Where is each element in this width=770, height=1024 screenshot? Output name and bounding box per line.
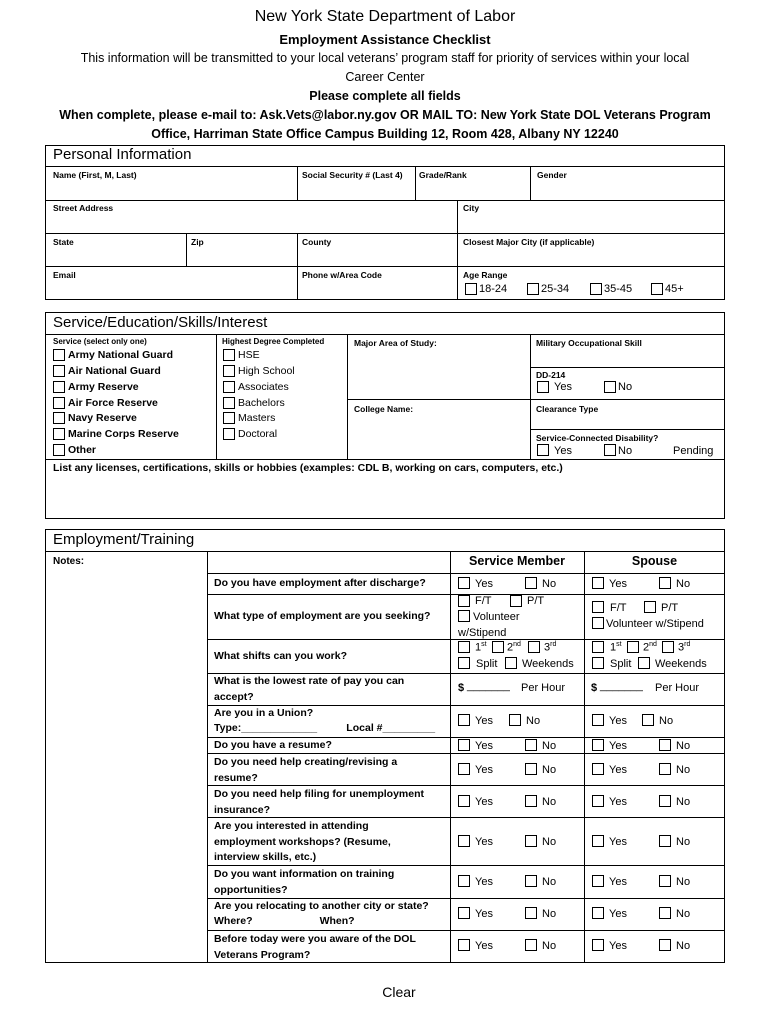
option-label: No xyxy=(542,740,557,752)
sp-checkbox-no[interactable] xyxy=(659,907,671,919)
shift-1st-label: 1st xyxy=(610,641,622,654)
degree-option: Associates xyxy=(238,381,289,393)
option-label: Yes xyxy=(609,740,627,752)
question-training-info: Do you want information on training opportunities? xyxy=(214,868,395,896)
state-field[interactable]: State xyxy=(53,237,74,247)
age-35-45-checkbox[interactable] xyxy=(590,283,602,295)
option-label: Volunteer w/Stipend xyxy=(606,618,704,630)
sp-shift-3-checkbox[interactable] xyxy=(662,641,674,653)
sp-shift-1-checkbox[interactable] xyxy=(592,641,604,653)
sm-volunteer-checkbox[interactable] xyxy=(458,610,470,622)
sp-checkbox-no[interactable] xyxy=(659,739,671,751)
question-lowest-pay: What is the lowest rate of pay you can accept? xyxy=(214,675,405,703)
clearance-type-field[interactable]: Clearance Type xyxy=(536,404,599,414)
option-label: No xyxy=(542,940,557,952)
sp-checkbox-no[interactable] xyxy=(659,875,671,887)
question-employment-type: What type of employment are you seeking? xyxy=(214,610,431,622)
degree-checkbox[interactable] xyxy=(223,349,235,361)
sm-ft-checkbox[interactable] xyxy=(458,595,470,607)
sp-split-checkbox[interactable] xyxy=(592,657,604,669)
option-label: No xyxy=(676,908,691,920)
sm-checkbox-no[interactable] xyxy=(525,739,537,751)
question-union: Are you in a Union? xyxy=(214,707,314,719)
age-25-34-label: 25-34 xyxy=(541,283,570,295)
degree-option: Bachelors xyxy=(238,397,285,409)
disability-yes-checkbox[interactable] xyxy=(537,444,549,456)
sp-shift-2-checkbox[interactable] xyxy=(627,641,639,653)
form-title: Employment Assistance Checklist xyxy=(279,32,491,47)
sm-checkbox-yes[interactable] xyxy=(458,763,470,775)
degree-checkbox[interactable] xyxy=(223,381,235,393)
per-hour-label: Per Hour xyxy=(655,682,700,694)
sm-checkbox-no[interactable] xyxy=(509,714,521,726)
notes-field[interactable]: Notes: xyxy=(53,556,85,567)
option-label: No xyxy=(676,940,691,952)
age-range-label: Age Range xyxy=(463,270,508,280)
county-field[interactable]: County xyxy=(302,237,332,247)
branch-checkbox[interactable] xyxy=(53,444,65,456)
option-label: No xyxy=(676,876,691,888)
option-label: F/T xyxy=(475,595,492,607)
sp-checkbox-no[interactable] xyxy=(659,763,671,775)
sm-shift-2-checkbox[interactable] xyxy=(492,641,504,653)
option-label: Weekends xyxy=(522,658,574,670)
question-resume-help: Do you need help creating/revising a resume? xyxy=(214,756,398,784)
union-type-local[interactable]: Type:_____________ Local #_________ xyxy=(214,722,436,734)
option-label: Yes xyxy=(475,940,493,952)
option-label: No xyxy=(659,715,674,727)
sm-checkbox-yes[interactable] xyxy=(458,907,470,919)
option-label: P/T xyxy=(527,595,545,607)
question-workshops: Are you interested in attending employment workshops? (Resume, interview skills, etc.) xyxy=(214,820,391,863)
sm-shift-1-checkbox[interactable] xyxy=(458,641,470,653)
sm-checkbox-no[interactable] xyxy=(525,795,537,807)
question-employment-after-discharge: Do you have employment after discharge? xyxy=(214,577,426,589)
sm-checkbox-no[interactable] xyxy=(525,763,537,775)
sm-pay-input[interactable]: _______ xyxy=(467,680,510,692)
sm-checkbox-yes[interactable] xyxy=(458,739,470,751)
sm-checkbox-yes[interactable] xyxy=(458,875,470,887)
branch-checkbox[interactable] xyxy=(53,412,65,424)
option-label: Yes xyxy=(475,908,493,920)
complete-all-fields: Please complete all fields xyxy=(309,89,461,103)
option-label: No xyxy=(542,578,557,590)
sm-checkbox-yes[interactable] xyxy=(458,795,470,807)
sm-checkbox-yes[interactable] xyxy=(458,835,470,847)
personal-info-section xyxy=(45,145,725,300)
city-field[interactable]: City xyxy=(463,203,480,213)
dd214-label: DD-214 xyxy=(536,370,566,380)
sp-checkbox-yes[interactable] xyxy=(592,939,604,951)
option-label: P/T xyxy=(661,602,679,614)
licenses-skills-field[interactable]: List any licenses, certifications, skills or hobbies (examples: CDL B, working on cars, computers, etc.) xyxy=(53,462,563,474)
option-label: Yes xyxy=(609,876,627,888)
dd214-yes-checkbox[interactable] xyxy=(537,381,549,393)
gender-field[interactable]: Gender xyxy=(537,170,567,180)
sm-checkbox-no[interactable] xyxy=(525,907,537,919)
question-resume: Do you have a resume? xyxy=(214,739,332,751)
degree-checkbox[interactable] xyxy=(223,428,235,440)
mos-field[interactable]: Military Occupational Skill xyxy=(536,338,642,348)
sp-checkbox-no[interactable] xyxy=(659,939,671,951)
shift-2nd-label: 2nd xyxy=(643,641,657,654)
sm-checkbox-yes[interactable] xyxy=(458,714,470,726)
option-label: Yes xyxy=(475,578,493,590)
option-label: No xyxy=(676,836,691,848)
age-18-24-label: 18-24 xyxy=(479,283,508,295)
option-label: Yes xyxy=(475,715,493,727)
sp-checkbox-no[interactable] xyxy=(642,714,654,726)
sm-checkbox-no[interactable] xyxy=(525,875,537,887)
sp-checkbox-yes[interactable] xyxy=(592,907,604,919)
degree-checkbox[interactable] xyxy=(223,412,235,424)
ssn-field[interactable]: Social Security # (Last 4) xyxy=(302,170,403,180)
dd214-no-checkbox[interactable] xyxy=(604,381,616,393)
branch-label: Other xyxy=(68,444,97,456)
employment-section-title: Employment/Training xyxy=(53,531,195,548)
sp-checkbox-yes[interactable] xyxy=(592,875,604,887)
option-label: Yes xyxy=(475,876,493,888)
dd214-yes-label: Yes xyxy=(554,381,572,393)
agency-title: New York State Department of Labor xyxy=(254,8,516,25)
branch-label: Marine Corps Reserve xyxy=(68,428,179,440)
degree-checkbox[interactable] xyxy=(223,365,235,377)
sm-checkbox-no[interactable] xyxy=(525,939,537,951)
closest-city-field[interactable]: Closest Major City (if applicable) xyxy=(463,237,595,247)
shift-3rd-label: 3rd xyxy=(678,641,691,654)
age-18-24-checkbox[interactable] xyxy=(465,283,477,295)
option-label: Yes xyxy=(609,796,627,808)
branch-label: Army Reserve xyxy=(68,381,139,393)
branch-label: Navy Reserve xyxy=(68,412,137,424)
option-label: No xyxy=(676,796,691,808)
phone-field[interactable]: Phone w/Area Code xyxy=(302,270,382,280)
option-label: No xyxy=(676,740,691,752)
option-label: Split xyxy=(476,658,498,670)
option-label: Yes xyxy=(475,796,493,808)
question-relocating: Are you relocating to another city or state? xyxy=(214,900,429,912)
zip-field[interactable]: Zip xyxy=(191,237,204,247)
sp-checkbox-no[interactable] xyxy=(659,795,671,807)
sp-checkbox-yes[interactable] xyxy=(592,763,604,775)
sm-shift-3-checkbox[interactable] xyxy=(528,641,540,653)
option-label: Yes xyxy=(609,578,627,590)
sp-ft-checkbox[interactable] xyxy=(592,601,604,613)
branch-checkbox[interactable] xyxy=(53,397,65,409)
personal-info-title: Personal Information xyxy=(53,146,192,163)
branch-label: Air National Guard xyxy=(68,365,161,377)
degree-option: Masters xyxy=(238,412,276,424)
option-label: Yes xyxy=(609,908,627,920)
col-service-member: Service Member xyxy=(469,554,565,568)
option-label: Yes xyxy=(475,764,493,776)
sm-pt-checkbox[interactable] xyxy=(510,595,522,607)
branch-checkbox[interactable] xyxy=(53,349,65,361)
notice-line-1: This information will be transmitted to your local veterans’ program staff for priority of services within your local xyxy=(80,51,690,65)
question-unemployment-help: Do you need help filing for unemployment insurance? xyxy=(214,788,425,816)
age-45-plus-label: 45+ xyxy=(665,283,684,295)
sp-pay-dollar: $ xyxy=(591,682,598,694)
option-label: No xyxy=(676,764,691,776)
degree-option: High School xyxy=(238,365,295,377)
option-label: Yes xyxy=(609,764,627,776)
sm-checkbox-yes[interactable] xyxy=(458,577,470,589)
sp-pay-input[interactable]: _______ xyxy=(600,680,643,692)
age-45-plus-checkbox[interactable] xyxy=(651,283,663,295)
sp-checkbox-no[interactable] xyxy=(659,835,671,847)
notice-line-2: Career Center xyxy=(345,70,425,84)
mail-instructions-line-1: When complete, please e-mail to: Ask.Vets@labor.ny.gov OR MAIL TO: New York State DOL Veterans Program xyxy=(59,108,711,122)
shift-3rd-label: 3rd xyxy=(544,641,557,654)
relocation-where-when[interactable]: Where? When? xyxy=(214,915,355,927)
disability-label: Service-Connected Disability? xyxy=(536,433,659,443)
email-field[interactable]: Email xyxy=(53,270,76,280)
degree-checkbox[interactable] xyxy=(223,397,235,409)
degree-label: Highest Degree Completed xyxy=(222,337,325,346)
name-field[interactable]: Name (First, M, Last) xyxy=(53,170,137,180)
major-study-field[interactable]: Major Area of Study: xyxy=(354,338,437,348)
option-label: No xyxy=(676,578,691,590)
grade-rank-field[interactable]: Grade/Rank xyxy=(419,170,467,180)
option-label: Yes xyxy=(475,836,493,848)
option-label: Yes xyxy=(475,740,493,752)
option-label: F/T xyxy=(610,602,627,614)
sp-checkbox-yes[interactable] xyxy=(592,835,604,847)
option-label: No xyxy=(526,715,541,727)
sm-weekends-checkbox[interactable] xyxy=(505,657,517,669)
sp-checkbox-yes[interactable] xyxy=(592,714,604,726)
option-label: w/Stipend xyxy=(458,627,507,639)
shift-2nd-label: 2nd xyxy=(507,641,521,654)
disability-pending-label: Pending xyxy=(673,445,714,457)
option-label: No xyxy=(542,796,557,808)
option-label: Yes xyxy=(609,836,627,848)
age-25-34-checkbox[interactable] xyxy=(527,283,539,295)
option-label: No xyxy=(542,876,557,888)
disability-yes-label: Yes xyxy=(554,445,572,457)
option-label: Yes xyxy=(609,940,627,952)
sm-checkbox-no[interactable] xyxy=(525,835,537,847)
per-hour-label: Per Hour xyxy=(521,682,566,694)
dd214-no-label: No xyxy=(618,381,633,393)
mail-instructions-line-2: Office, Harriman State Office Campus Building 12, Room 428, Albany NY 12240 xyxy=(151,127,619,141)
service-branch-label: Service (select only one) xyxy=(53,337,147,346)
option-label: Split xyxy=(610,658,632,670)
degree-option: Doctoral xyxy=(238,428,278,440)
street-address-field[interactable]: Street Address xyxy=(53,203,114,213)
question-shifts: What shifts can you work? xyxy=(214,650,348,662)
option-label: No xyxy=(542,836,557,848)
degree-option: HSE xyxy=(238,349,260,361)
clear-button[interactable]: Clear xyxy=(382,984,416,1000)
col-spouse: Spouse xyxy=(631,554,678,568)
branch-label: Army National Guard xyxy=(68,349,174,361)
sp-weekends-checkbox[interactable] xyxy=(638,657,650,669)
option-label: Weekends xyxy=(655,658,707,670)
question-dol-awareness: Before today were you aware of the DOL Veterans Program? xyxy=(214,933,416,961)
sp-pt-checkbox[interactable] xyxy=(644,601,656,613)
disability-no-checkbox[interactable] xyxy=(604,444,616,456)
shift-1st-label: 1st xyxy=(475,641,487,654)
service-section-title: Service/Education/Skills/Interest xyxy=(53,314,268,331)
branch-checkbox[interactable] xyxy=(53,365,65,377)
college-name-field[interactable]: College Name: xyxy=(354,404,414,414)
branch-checkbox[interactable] xyxy=(53,381,65,393)
option-label: No xyxy=(542,908,557,920)
sp-checkbox-yes[interactable] xyxy=(592,577,604,589)
option-label: No xyxy=(542,764,557,776)
branch-checkbox[interactable] xyxy=(53,428,65,440)
disability-no-label: No xyxy=(618,445,633,457)
option-label: Yes xyxy=(609,715,627,727)
option-label: Volunteer xyxy=(473,611,520,623)
sp-volunteer-checkbox[interactable] xyxy=(592,617,604,629)
branch-label: Air Force Reserve xyxy=(68,397,158,409)
age-35-45-label: 35-45 xyxy=(604,283,633,295)
sp-checkbox-yes[interactable] xyxy=(592,795,604,807)
sm-checkbox-no[interactable] xyxy=(525,577,537,589)
sm-pay-dollar: $ xyxy=(458,682,465,694)
sp-checkbox-yes[interactable] xyxy=(592,739,604,751)
sm-checkbox-yes[interactable] xyxy=(458,939,470,951)
sm-split-checkbox[interactable] xyxy=(458,657,470,669)
sp-checkbox-no[interactable] xyxy=(659,577,671,589)
